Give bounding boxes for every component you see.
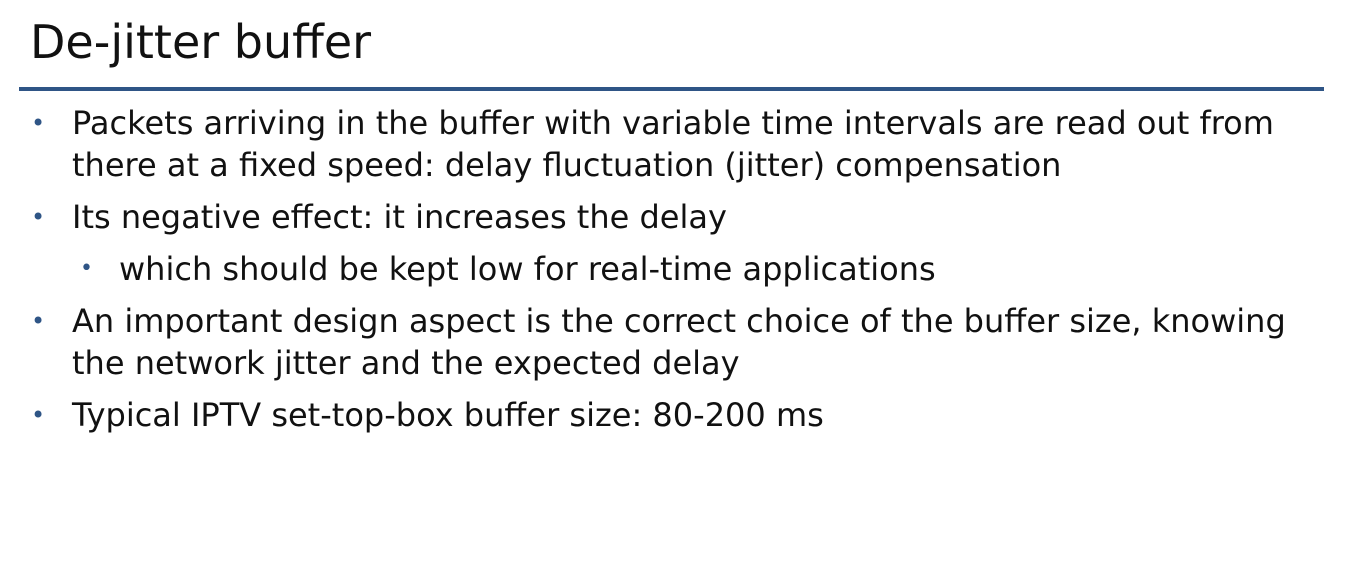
bullet-icon: • — [31, 401, 46, 429]
sub-bullet-text: which should be kept low for real-time applications — [119, 250, 936, 288]
sub-bullet-item — [0, 248, 1350, 290]
bullet-item — [0, 394, 1350, 436]
bullet-item — [0, 196, 1350, 238]
bullet-item — [0, 102, 1350, 186]
title-divider — [19, 87, 1324, 91]
bullet-item — [0, 300, 1350, 384]
bullet-list — [0, 102, 1350, 446]
slide-title: De-jitter buffer — [30, 15, 372, 69]
bullet-text: Its negative effect: it increases the delay — [72, 198, 727, 236]
bullet-icon: • — [31, 203, 46, 231]
bullet-text: Packets arriving in the buffer with variable time intervals are read out from there at a fixed speed: delay fluctuation (jitter) compensation — [72, 104, 1274, 184]
bullet-icon: • — [31, 109, 46, 137]
bullet-text: Typical IPTV set-top-box buffer size: 80-200 ms — [72, 396, 824, 434]
bullet-text: An important design aspect is the correct choice of the buffer size, knowing the network jitter and the expected delay — [72, 302, 1286, 382]
sub-bullet-icon: • — [80, 256, 93, 281]
bullet-icon: • — [31, 307, 46, 335]
